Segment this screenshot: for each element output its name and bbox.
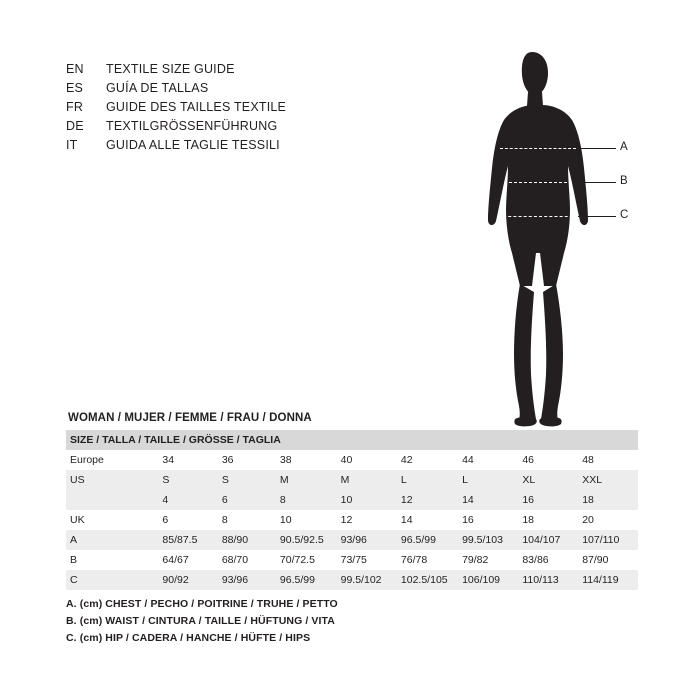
- waist-label-b: B: [620, 175, 628, 187]
- cell: S: [218, 470, 276, 490]
- cell: 20: [578, 510, 638, 530]
- waist-measure-line: [504, 182, 572, 183]
- language-title: GUÍA DE TALLAS: [106, 81, 209, 95]
- cell: 14: [458, 490, 518, 510]
- silhouette-svg: [470, 48, 640, 428]
- cell: 114/119: [578, 570, 638, 590]
- size-table-block: [66, 412, 638, 590]
- cell: 42: [397, 450, 458, 470]
- cell: 14: [397, 510, 458, 530]
- language-row: [66, 81, 406, 100]
- cell: 79/82: [458, 550, 518, 570]
- cell: 18: [518, 510, 578, 530]
- cell: 110/113: [518, 570, 578, 590]
- cell: 96.5/99: [397, 530, 458, 550]
- table-row: [66, 450, 638, 470]
- cell: L: [458, 470, 518, 490]
- cell: L: [397, 470, 458, 490]
- cell: 6: [158, 510, 217, 530]
- language-title: GUIDE DES TAILLES TEXTILE: [106, 100, 287, 114]
- language-title: TEXTILGRÖSSENFÜHRUNG: [106, 119, 278, 133]
- cell: 12: [397, 490, 458, 510]
- cell: 38: [276, 450, 337, 470]
- measurement-notes: [66, 596, 566, 647]
- table-header-row: [66, 430, 638, 450]
- cell: M: [276, 470, 337, 490]
- language-code: DE: [66, 119, 84, 133]
- row-label: A: [66, 530, 158, 550]
- note-waist: B. (cm) WAIST / CINTURA / TAILLE / HÜFTUNG / VITA: [66, 615, 335, 627]
- cell: 18: [578, 490, 638, 510]
- cell: 10: [276, 510, 337, 530]
- row-label: UK: [66, 510, 158, 530]
- row-label: [66, 490, 158, 510]
- chest-label-a: A: [620, 141, 628, 153]
- table-row: [66, 550, 638, 570]
- language-row: [66, 62, 406, 81]
- cell: 16: [458, 510, 518, 530]
- row-label: B: [66, 550, 158, 570]
- cell: 16: [518, 490, 578, 510]
- table-row: [66, 470, 638, 490]
- language-list: [66, 62, 406, 157]
- language-code: IT: [66, 138, 78, 152]
- cell: 99.5/103: [458, 530, 518, 550]
- language-code: ES: [66, 81, 84, 95]
- chest-leader-line: [576, 148, 616, 149]
- language-row: [66, 100, 406, 119]
- table-row: [66, 570, 638, 590]
- cell: 46: [518, 450, 578, 470]
- cell: XXL: [578, 470, 638, 490]
- table-row: [66, 510, 638, 530]
- cell: M: [337, 470, 397, 490]
- table-caption: WOMAN / MUJER / FEMME / FRAU / DONNA: [68, 412, 312, 424]
- cell: 99.5/102: [337, 570, 397, 590]
- cell: 90/92: [158, 570, 217, 590]
- female-body-silhouette: [470, 48, 640, 428]
- row-label: US: [66, 470, 158, 490]
- cell: 6: [218, 490, 276, 510]
- cell: XL: [518, 470, 578, 490]
- cell: 68/70: [218, 550, 276, 570]
- cell: S: [158, 470, 217, 490]
- cell: 4: [158, 490, 217, 510]
- table-row: [66, 490, 638, 510]
- cell: 76/78: [397, 550, 458, 570]
- cell: 93/96: [218, 570, 276, 590]
- cell: 107/110: [578, 530, 638, 550]
- row-label: Europe: [66, 450, 158, 470]
- cell: 8: [218, 510, 276, 530]
- cell: 64/67: [158, 550, 217, 570]
- chest-measure-line: [500, 148, 576, 149]
- cell: 34: [158, 450, 217, 470]
- table-row: [66, 530, 638, 550]
- hip-leader-line: [578, 216, 616, 217]
- row-label: C: [66, 570, 158, 590]
- cell: 73/75: [337, 550, 397, 570]
- language-title: GUIDA ALLE TAGLIE TESSILI: [106, 138, 280, 152]
- cell: 8: [276, 490, 337, 510]
- waist-leader-line: [572, 182, 616, 183]
- cell: 48: [578, 450, 638, 470]
- cell: 106/109: [458, 570, 518, 590]
- hip-label-c: C: [620, 209, 629, 221]
- size-table: [66, 430, 638, 590]
- language-row: [66, 138, 406, 157]
- cell: 102.5/105: [397, 570, 458, 590]
- cell: 93/96: [337, 530, 397, 550]
- cell: 90.5/92.5: [276, 530, 337, 550]
- cell: 85/87.5: [158, 530, 217, 550]
- language-code: EN: [66, 62, 84, 76]
- hip-measure-line: [498, 216, 578, 217]
- cell: 87/90: [578, 550, 638, 570]
- cell: 10: [337, 490, 397, 510]
- cell: 40: [337, 450, 397, 470]
- language-title: TEXTILE SIZE GUIDE: [106, 62, 235, 76]
- cell: 70/72.5: [276, 550, 337, 570]
- language-code: FR: [66, 100, 84, 114]
- cell: 44: [458, 450, 518, 470]
- cell: 96.5/99: [276, 570, 337, 590]
- cell: 104/107: [518, 530, 578, 550]
- cell: 36: [218, 450, 276, 470]
- note-hip: C. (cm) HIP / CADERA / HANCHE / HÜFTE / HIPS: [66, 632, 311, 644]
- note-chest: A. (cm) CHEST / PECHO / POITRINE / TRUHE / PETTO: [66, 598, 338, 610]
- table-header-label: SIZE / TALLA / TAILLE / GRÖSSE / TAGLIA: [66, 430, 638, 450]
- language-row: [66, 119, 406, 138]
- cell: 12: [337, 510, 397, 530]
- cell: 88/90: [218, 530, 276, 550]
- cell: 83/86: [518, 550, 578, 570]
